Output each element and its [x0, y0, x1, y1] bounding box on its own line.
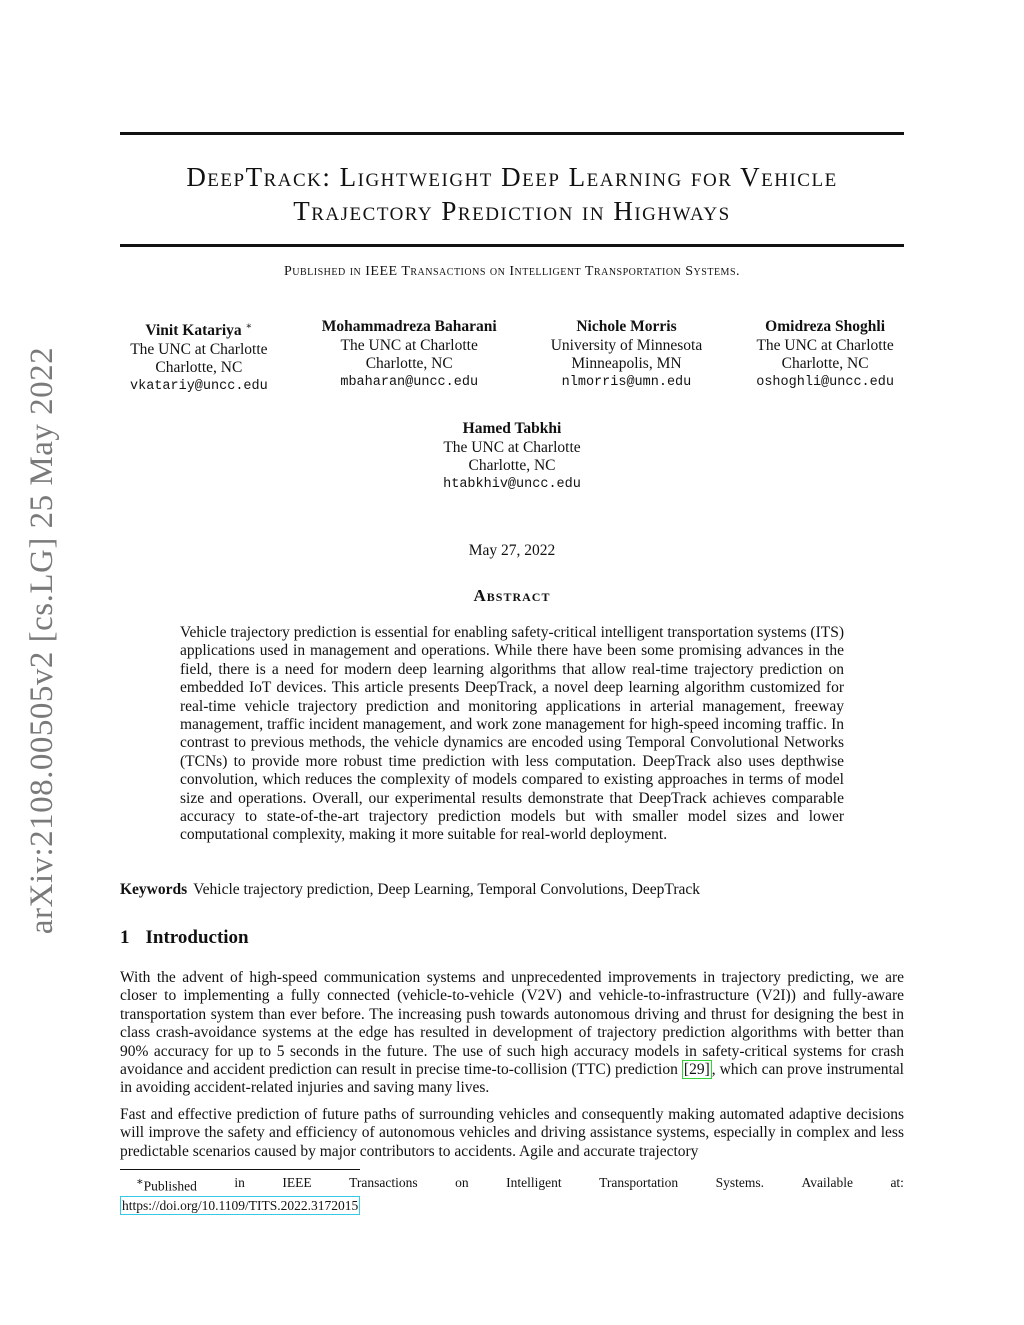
author-email[interactable]: nlmorris@umn.edu: [561, 374, 692, 390]
abstract-text: Vehicle trajectory prediction is essential for enabling safety-critical intelligent transportation systems (ITS) applications used in management and operations. While there have been some promising advances in the field, there is a need for modern deep learning algorithms that allow real-time trajectory prediction on embedded IoT devices. This article presents DeepTrack, a novel deep learning algorithm customized for real-time vehicle trajectory prediction and monitoring applications in arterial management, freeway management, traffic incident management, and work zone management for high-speed incoming traffic. In contrast to previous methods, the vehicle dynamics are encoded using Temporal Convolutional Networks (TCNs) to provide more robust time prediction with less computation. DeepTrack also uses depthwise convolution, which reduces the complexity of models compared to existing approaches in terms of model size and operations. Overall, our experimental results demonstrate that DeepTrack achieves comparable accuracy to state-of-the-art trajectory prediction models but with smaller model sizes and lower computational complexity, making it more suitable for real-world deployment.: [180, 624, 844, 844]
abstract-heading: Abstract: [473, 586, 551, 605]
author-block: [756, 318, 894, 396]
author-email[interactable]: oshoghli@uncc.edu: [756, 374, 894, 390]
section-heading: [120, 927, 249, 949]
footnote-mark: ∗: [245, 321, 253, 332]
author-block: [400, 420, 624, 494]
author-name: Mohammadreza Baharani: [321, 318, 497, 335]
author-location: Charlotte, NC: [468, 457, 556, 474]
arxiv-id: arXiv:2108.00505v2 [cs.LG] 25 May 2022: [24, 346, 61, 934]
footnote: [120, 1174, 904, 1215]
author-name: Hamed Tabkhi: [462, 420, 562, 437]
author-name: Vinit Katariya ∗: [145, 321, 253, 340]
section-title: Introduction: [145, 927, 249, 948]
paper-date: May 27, 2022: [468, 542, 556, 559]
title-bottom-rule: [120, 244, 904, 247]
arxiv-watermark: [8, 340, 78, 940]
author-email[interactable]: htabkhiv@uncc.edu: [443, 476, 581, 492]
author-location: Charlotte, NC: [781, 355, 869, 372]
author-block: [130, 318, 268, 396]
footnote-rule: [120, 1169, 360, 1170]
author-location: Minneapolis, MN: [571, 355, 682, 372]
keywords: [120, 881, 904, 899]
title-line-2: Trajectory Prediction in Highways: [293, 196, 731, 226]
author-affiliation: The UNC at Charlotte: [130, 340, 268, 358]
author-affiliation: The UNC at Charlotte: [340, 336, 478, 354]
author-location: Charlotte, NC: [365, 355, 453, 372]
author-affiliation: The UNC at Charlotte: [756, 336, 894, 354]
author-block: [551, 318, 703, 396]
footnote-mark: ∗: [136, 1176, 144, 1188]
citation-link[interactable]: [29]: [683, 1061, 710, 1079]
keywords-label: Keywords: [120, 881, 188, 898]
author-email[interactable]: mbaharan@uncc.edu: [340, 374, 479, 390]
author-name: Nichole Morris: [576, 318, 677, 335]
author-block: [322, 318, 497, 396]
title-top-rule: [120, 132, 904, 135]
author-affiliation: The UNC at Charlotte: [443, 438, 581, 456]
author-email[interactable]: vkatariy@uncc.edu: [130, 378, 268, 394]
author-list: [130, 318, 894, 396]
author-name: Omidreza Shoghli: [765, 318, 886, 335]
intro-paragraph-2: Fast and effective prediction of future paths of surrounding vehicles and consequently making automated adaptive decisions will improve the safety and efficiency of autonomous vehicles and driving assistance systems, especially in complex and less predictable scenarios caused by major contributors to accidents. Agile and accurate trajectory: [120, 1106, 904, 1160]
footnote-line: ∗Published in IEEE Transactions on Intelligent Transportation Systems. Available at:: [136, 1175, 904, 1194]
author-affiliation: University of Minnesota: [550, 336, 703, 354]
title-line-1: DeepTrack: Lightweight Deep Learning for Vehicle: [186, 162, 838, 192]
author-location: Charlotte, NC: [155, 359, 243, 377]
doi-link[interactable]: https://doi.org/10.1109/TITS.2022.3172015: [122, 1197, 359, 1213]
publication-note: Published in IEEE Transactions on Intelligent Transportation Systems.: [283, 264, 741, 279]
intro-paragraph-1: With the advent of high-speed communication systems and unprecedented improvements in trajectory predicting, we are closer to implementing a fully connected (vehicle-to-vehicle (V2V) and vehicle-to-infrastructure (V2I)) and fully-aware transportation system than ever before. The increasing push towards autonomous driving and thrust for designing the best in class crash-avoidance systems at the edge has resulted in development of trajectory prediction algorithms with better than 90% accuracy for up to 5 seconds in the future. The use of such high accuracy models in safety-critical systems for crash avoidance and accident prediction can result in precise time-to-collision (TTC) prediction [29] , which can prove instrumental in avoiding accident-related injuries and saving many lives.: [120, 969, 904, 1097]
keywords-text: Vehicle trajectory prediction, Deep Learning, Temporal Convolutions, DeepTrack: [193, 881, 700, 898]
section-number: 1: [120, 927, 130, 948]
paper-title: [120, 160, 904, 228]
